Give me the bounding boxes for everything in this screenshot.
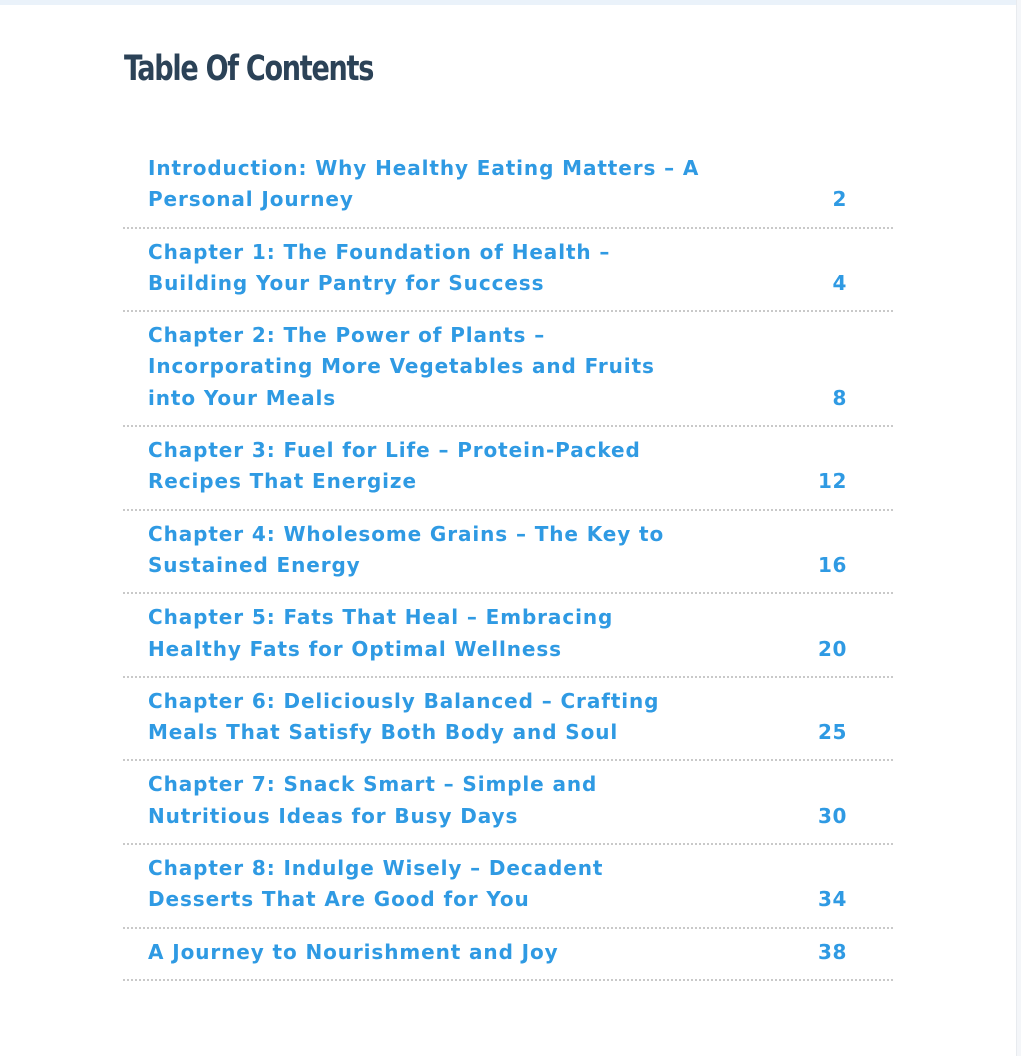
toc-entry-page-number: 38 [817, 939, 847, 964]
top-border [0, 0, 1021, 5]
toc-entry-chapter-7[interactable] [123, 761, 893, 845]
toc-entry-page-number: 16 [817, 552, 847, 577]
toc-entry-title[interactable]: Chapter 6: Deliciously Balanced – Crafting Meals That Satisfy Both Body and Soul [148, 688, 660, 745]
toc-entry-page-number: 25 [817, 720, 847, 745]
toc-entry-chapter-8[interactable] [123, 845, 893, 929]
toc-entry-title[interactable]: Chapter 8: Indulge Wisely – Decadent Desserts That Are Good for You [148, 856, 604, 912]
toc-entry-title[interactable]: Introduction: Why Healthy Eating Matters – A Personal Journey [148, 156, 700, 212]
toc-entry-chapter-2[interactable] [123, 312, 893, 427]
toc-entry-page-number: 4 [832, 270, 847, 295]
toc-entry-title[interactable]: Chapter 5: Fats That Heal – Embracing Healthy Fats for Optimal Wellness [148, 605, 614, 661]
toc-entry-title[interactable]: Chapter 7: Snack Smart – Simple and Nutritious Ideas for Busy Days [148, 772, 598, 828]
toc-entry-chapter-6[interactable] [123, 678, 893, 762]
table-of-contents [123, 145, 893, 981]
toc-entry-conclusion[interactable] [123, 929, 893, 981]
toc-entry-title[interactable]: Chapter 3: Fuel for Life – Protein-Packed Recipes That Energize [148, 438, 641, 494]
toc-entry-page-number: 30 [817, 803, 847, 828]
page-title: Table Of Contents [124, 49, 374, 89]
toc-entry-title[interactable]: A Journey to Nourishment and Joy [148, 939, 559, 964]
toc-entry-title[interactable]: Chapter 1: The Foundation of Health – Building Your Pantry for Success [148, 239, 611, 295]
toc-entry-page-number: 8 [832, 385, 847, 410]
page-edge [1016, 0, 1021, 1056]
toc-entry-page-number: 20 [817, 636, 847, 661]
toc-entry-chapter-1[interactable] [123, 229, 893, 313]
toc-entry-page-number: 12 [817, 469, 847, 494]
toc-entry-page-number: 2 [832, 187, 847, 212]
toc-entry-page-number: 34 [817, 887, 847, 912]
toc-entry-chapter-5[interactable] [123, 594, 893, 678]
toc-entry-chapter-3[interactable] [123, 427, 893, 511]
toc-entry-title[interactable]: Chapter 4: Wholesome Grains – The Key to Sustained Energy [148, 521, 665, 577]
toc-entry-introduction[interactable] [123, 145, 893, 229]
toc-entry-title[interactable]: Chapter 2: The Power of Plants – Incorporating More Vegetables and Fruits into Your Meals [148, 323, 655, 410]
toc-entry-chapter-4[interactable] [123, 511, 893, 595]
